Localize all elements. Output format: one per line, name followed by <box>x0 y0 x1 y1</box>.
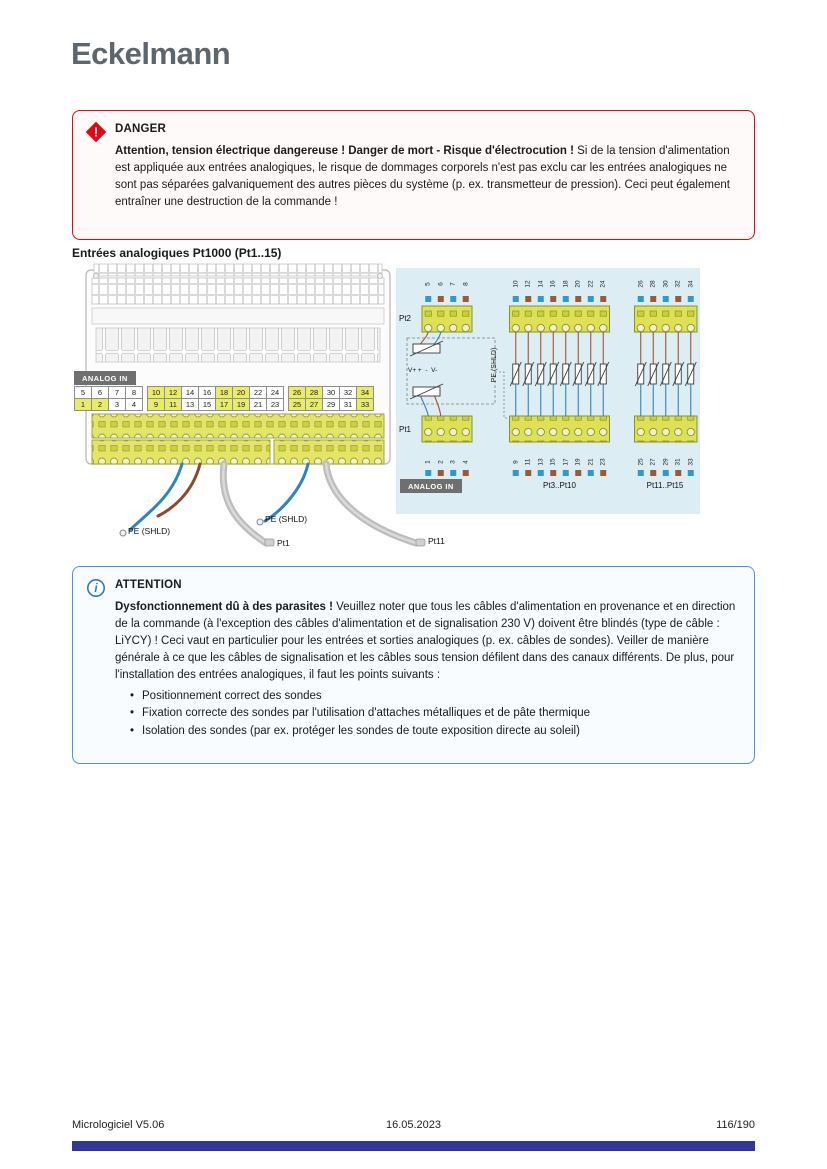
terminal-number: 34 <box>356 386 374 399</box>
company-logo: Eckelmann <box>71 36 231 71</box>
terminal-number: 22 <box>249 386 267 399</box>
terminal-number: 4 <box>125 398 143 411</box>
terminal-row-bottom <box>288 398 374 411</box>
terminal-number: 3 <box>108 398 126 411</box>
info-icon <box>86 578 106 598</box>
terminal-number: 31 <box>674 458 682 466</box>
terminal-number: 3 <box>449 460 457 464</box>
attention-title: ATTENTION <box>115 579 182 591</box>
terminal-group-2 <box>147 386 284 411</box>
analog-input-schematic <box>396 268 700 514</box>
terminal-number: 15 <box>198 398 216 411</box>
page-footer <box>72 1119 755 1131</box>
terminal-number: 1 <box>74 398 92 411</box>
pe-shield-label-2: PE (SHLD) <box>265 514 308 524</box>
svg-text:i: i <box>94 583 98 596</box>
danger-body: Si de la tension d'alimentation est appliquée aux entrées analogiques, le risque de dommages corporels n'est pas exclu car les entrées analogiques ne sont pas séparées galvaniquement des autres pièces du système (p. ex. transmetteur de pression). Ceci peut également entraîner une destruction de la commande ! <box>115 145 730 209</box>
terminal-number: 15 <box>549 458 557 466</box>
terminal-number: 27 <box>305 398 323 411</box>
terminal-number: 14 <box>181 386 199 399</box>
danger-title: DANGER <box>115 123 167 135</box>
terminal-number: 21 <box>249 398 267 411</box>
terminal-number: 17 <box>215 398 233 411</box>
bullet-item: • Isolation des sondes (par ex. protéger les sondes de toute exposition directe au soleil) <box>129 723 736 740</box>
pt3-pt10-label: Pt3..Pt10 <box>543 481 576 490</box>
terminal-number: 5 <box>424 282 432 286</box>
terminal-number: 33 <box>356 398 374 411</box>
terminal-number: 25 <box>636 458 644 466</box>
pe-shield-vertical-label: PE (SHLD) <box>491 347 498 383</box>
analog-in-badge: ANALOG IN <box>74 371 136 385</box>
bullet-item: • Fixation correcte des sondes par l'utilisation d'attaches métalliques et de pâte thermique <box>129 705 736 722</box>
terminal-number: 23 <box>599 458 607 466</box>
pt2-label: Pt2 <box>399 314 412 323</box>
terminal-number: 14 <box>536 280 544 288</box>
terminal-number: 11 <box>164 398 182 411</box>
attention-body: Veuillez noter que tous les câbles d'alimentation en provenance et en direction de la commande (à l'exception des câbles d'alimentation et de signalisation 230 V) doivent être blindés (type de câble : LiYCY) ! Ceci vaut en particulier pour les entrées et sorties analogiques (p. ex. câbles de sondes). Veiller de manière générale à ce que les câbles de signalisation et les câbles sous tension défilent dans des canaux différents. De plus, pour l'installation des entrées analogiques, il faut les points suivants : <box>115 601 736 682</box>
terminal-number: 19 <box>574 458 582 466</box>
attention-text <box>115 599 736 684</box>
terminal-number: 22 <box>586 280 594 288</box>
terminal-number: 8 <box>125 386 143 399</box>
svg-text:!: ! <box>93 125 99 140</box>
terminal-number: 19 <box>232 398 250 411</box>
attention-lead: Dysfonctionnement dû à des parasites ! <box>115 601 333 613</box>
terminal-number: 11 <box>524 458 532 466</box>
terminal-number: 1 <box>424 460 432 464</box>
danger-icon <box>86 122 106 142</box>
pe-shield-label-1: PE (SHLD) <box>128 526 171 536</box>
terminal-number: 28 <box>649 280 657 288</box>
terminal-number: 18 <box>561 280 569 288</box>
terminal-number: 29 <box>661 458 669 466</box>
terminal-number: 9 <box>511 460 519 464</box>
terminal-number: 32 <box>339 386 357 399</box>
terminal-number: 30 <box>322 386 340 399</box>
terminal-number: 10 <box>147 386 165 399</box>
pt11-pt15-label: Pt11..Pt15 <box>646 481 684 490</box>
terminal-number: 5 <box>74 386 92 399</box>
bullet-item: • Positionnement correct des sondes <box>129 688 736 705</box>
terminal-number: 7 <box>449 282 457 286</box>
terminal-number: 9 <box>147 398 165 411</box>
terminal-number: 23 <box>266 398 284 411</box>
terminal-number: 29 <box>322 398 340 411</box>
terminal-number: 10 <box>511 280 519 288</box>
panel-background <box>396 268 700 514</box>
footer-date: 16.05.2023 <box>385 1119 442 1131</box>
analog-in-badge-schematic: ANALOG IN <box>400 479 462 493</box>
bottom-terminal-numbers-g1 <box>422 454 472 470</box>
terminal-number: 20 <box>232 386 250 399</box>
terminal-number: 4 <box>461 460 469 464</box>
attention-box <box>72 566 755 764</box>
footer-page-number: 116/190 <box>716 1119 756 1131</box>
danger-box <box>72 110 755 240</box>
terminal-group-1 <box>74 386 143 411</box>
terminal-number: 16 <box>549 280 557 288</box>
terminal-number: 16 <box>198 386 216 399</box>
terminal-number: 34 <box>686 280 694 288</box>
schematic-drawing <box>396 268 700 514</box>
terminal-number: 2 <box>91 398 109 411</box>
terminal-number: 20 <box>574 280 582 288</box>
terminal-number: 31 <box>339 398 357 411</box>
footer-version: Micrologiciel V5.06 <box>72 1119 165 1131</box>
terminal-number: 24 <box>266 386 284 399</box>
terminal-row-bottom <box>147 398 284 411</box>
wires-and-cables <box>130 464 416 543</box>
attention-bullet-list <box>129 688 736 740</box>
top-terminal-numbers-g2 <box>510 276 610 292</box>
top-terminal-numbers-g3 <box>635 276 698 292</box>
bottom-terminal-numbers-g3 <box>635 454 698 470</box>
terminal-number: 8 <box>461 282 469 286</box>
terminal-number: 17 <box>561 458 569 466</box>
terminal-number: 32 <box>674 280 682 288</box>
terminal-number: 25 <box>288 398 306 411</box>
bottom-terminal-numbers-g2 <box>510 454 610 470</box>
danger-lead: Attention, tension électrique dangereuse ! Danger de mort - Risque d'électrocution ! <box>115 145 574 157</box>
voltage-terminals-label: V+ + - V- <box>408 367 438 374</box>
terminal-number: 12 <box>164 386 182 399</box>
footer-accent-bar <box>72 1141 755 1151</box>
pt1-label: Pt1 <box>399 425 412 434</box>
terminal-number: 12 <box>524 280 532 288</box>
pt1-cable-label: Pt1 <box>277 538 290 548</box>
terminal-row-bottom <box>74 398 143 411</box>
top-terminal-numbers-g1 <box>422 276 472 292</box>
terminal-number: 27 <box>649 458 657 466</box>
terminal-number: 24 <box>599 280 607 288</box>
terminal-number: 18 <box>215 386 233 399</box>
terminal-number: 13 <box>536 458 544 466</box>
terminal-number: 7 <box>108 386 126 399</box>
terminal-number: 33 <box>686 458 694 466</box>
terminal-number: 6 <box>91 386 109 399</box>
terminal-group-3 <box>288 386 374 411</box>
terminal-number-table <box>74 386 374 411</box>
section-heading: Entrées analogiques Pt1000 (Pt1..15) <box>72 246 282 260</box>
terminal-number: 30 <box>661 280 669 288</box>
terminal-number: 21 <box>586 458 594 466</box>
terminal-number: 13 <box>181 398 199 411</box>
terminal-number: 26 <box>288 386 306 399</box>
terminal-number: 26 <box>636 280 644 288</box>
terminal-number: 2 <box>436 460 444 464</box>
pt11-cable-label: Pt11 <box>428 536 445 546</box>
terminal-number: 6 <box>436 282 444 286</box>
terminal-number: 28 <box>305 386 323 399</box>
wiring-diagram <box>72 262 755 564</box>
danger-text <box>115 143 736 211</box>
